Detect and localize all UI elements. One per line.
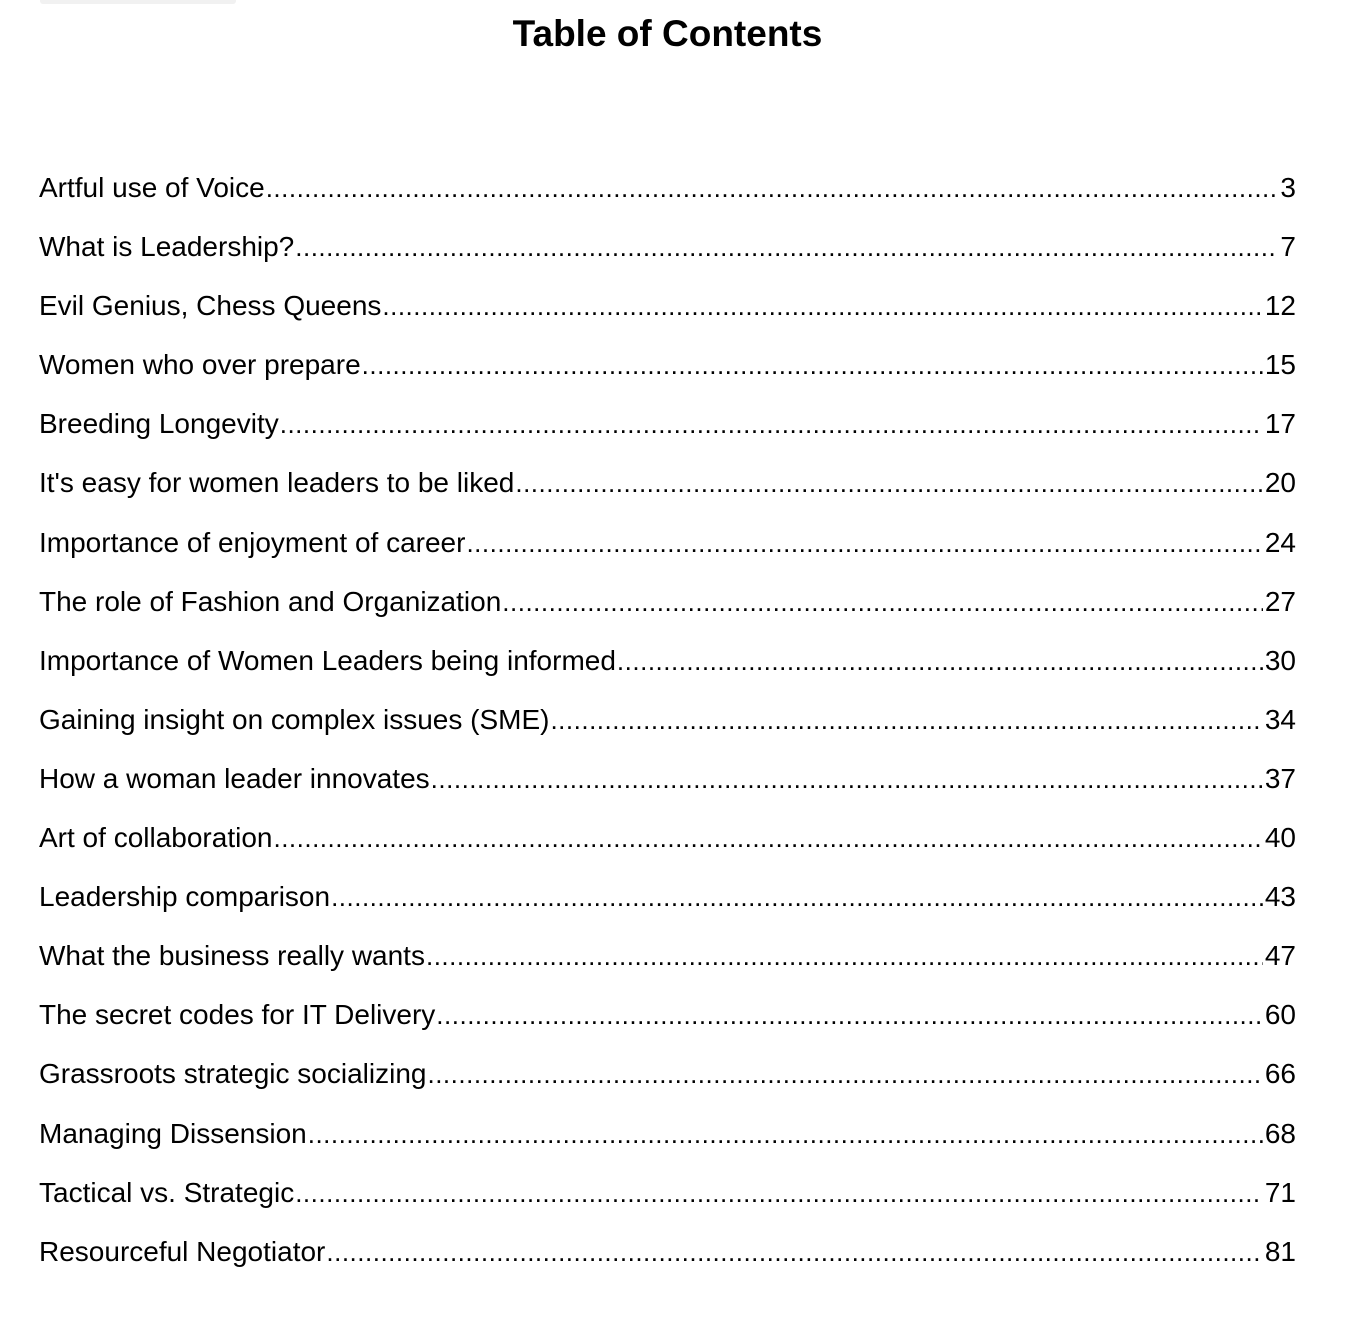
toc-entry[interactable] <box>39 690 1296 749</box>
dot-leader <box>295 218 1278 276</box>
toc-entry[interactable] <box>39 867 1296 926</box>
toc-entry-title: Women who over prepare <box>39 349 361 381</box>
toc-entry-title: Grassroots strategic socializing <box>39 1058 427 1090</box>
toc-entry-title: Art of collaboration <box>39 822 273 854</box>
dot-leader <box>382 277 1262 335</box>
toc-entry-title: Resourceful Negotiator <box>39 1235 326 1267</box>
toc-entry-title: Breeding Longevity <box>39 408 279 440</box>
toc-entry-page: 37 <box>1264 762 1296 794</box>
dot-leader <box>273 809 1262 867</box>
toc-entry-page: 7 <box>1280 231 1296 263</box>
toc-entry-page: 47 <box>1264 940 1296 972</box>
toc-entry[interactable] <box>39 985 1296 1044</box>
toc-entry-title: Gaining insight on complex issues (SME) <box>39 703 550 735</box>
toc-entry-page: 81 <box>1264 1235 1296 1267</box>
page-title: Table of Contents <box>512 13 823 54</box>
toc-entry-title: The secret codes for IT Delivery <box>39 999 436 1031</box>
toc-entry-title: What is Leadership? <box>39 231 295 263</box>
toc-entry-page: 71 <box>1264 1176 1296 1208</box>
toc-entry[interactable] <box>39 276 1296 335</box>
dot-leader <box>362 336 1263 394</box>
dot-leader <box>502 573 1263 631</box>
toc-entry-page: 66 <box>1264 1058 1296 1090</box>
toc-entry-title: Tactical vs. Strategic <box>39 1176 295 1208</box>
toc-entry[interactable] <box>39 453 1296 512</box>
toc-entry-title: Evil Genius, Chess Queens <box>39 290 382 322</box>
toc-entry[interactable] <box>39 513 1296 572</box>
toc-entry[interactable] <box>39 1163 1296 1222</box>
toc-entry-page: 3 <box>1280 172 1296 203</box>
toc-entry[interactable] <box>39 1104 1296 1163</box>
toc-entry-title: Importance of Women Leaders being informed <box>39 644 616 676</box>
toc-entry-title: How a woman leader innovates <box>39 762 430 794</box>
dot-leader <box>436 986 1263 1044</box>
toc-entry[interactable] <box>39 394 1296 453</box>
toc-entry[interactable] <box>39 1044 1296 1103</box>
toc-entry-page: 12 <box>1264 290 1296 322</box>
dot-leader <box>295 1164 1263 1222</box>
toc-entry-page: 30 <box>1264 644 1296 676</box>
toc-entry-title: The role of Fashion and Organization <box>39 585 502 617</box>
toc-entry-title: It's easy for women leaders to be liked <box>39 467 515 499</box>
page-tab-strip <box>40 0 236 4</box>
dot-leader <box>550 691 1262 749</box>
toc-entry-page: 27 <box>1264 585 1296 617</box>
toc-entry-page: 15 <box>1264 349 1296 381</box>
toc-entry[interactable] <box>39 808 1296 867</box>
dot-leader <box>426 927 1263 985</box>
toc-entry-page: 43 <box>1264 881 1296 913</box>
toc-entry-page: 40 <box>1264 822 1296 854</box>
dot-leader <box>427 1045 1262 1103</box>
dot-leader <box>308 1105 1263 1163</box>
toc-entry[interactable] <box>39 631 1296 690</box>
toc-entry[interactable] <box>39 158 1296 217</box>
dot-leader <box>617 632 1263 690</box>
toc-entry[interactable] <box>39 926 1296 985</box>
toc-entry-page: 20 <box>1264 467 1296 499</box>
toc-entry[interactable] <box>39 572 1296 631</box>
toc-entry-title: Importance of enjoyment of career <box>39 526 466 558</box>
dot-leader <box>280 395 1263 453</box>
toc-entry-title: Leadership comparison <box>39 881 331 913</box>
dot-leader <box>266 159 1279 217</box>
toc-entry-page: 60 <box>1264 999 1296 1031</box>
dot-leader <box>466 514 1262 572</box>
toc-entry-page: 68 <box>1264 1117 1296 1149</box>
toc-entry-page: 24 <box>1264 526 1296 558</box>
toc-entry-title: Managing Dissension <box>39 1117 307 1149</box>
toc-entry[interactable] <box>39 1222 1296 1281</box>
toc-entry-title: What the business really wants <box>39 940 425 972</box>
dot-leader <box>331 868 1263 926</box>
toc-entry-page: 17 <box>1264 408 1296 440</box>
toc-entry-title: Artful use of Voice <box>39 172 265 203</box>
toc-entry-page: 34 <box>1264 703 1296 735</box>
table-of-contents <box>39 158 1296 1281</box>
dot-leader <box>431 750 1263 808</box>
dot-leader <box>326 1223 1262 1281</box>
dot-leader <box>515 454 1262 512</box>
toc-entry[interactable] <box>39 335 1296 394</box>
toc-entry[interactable] <box>39 749 1296 808</box>
toc-entry[interactable] <box>39 217 1296 276</box>
